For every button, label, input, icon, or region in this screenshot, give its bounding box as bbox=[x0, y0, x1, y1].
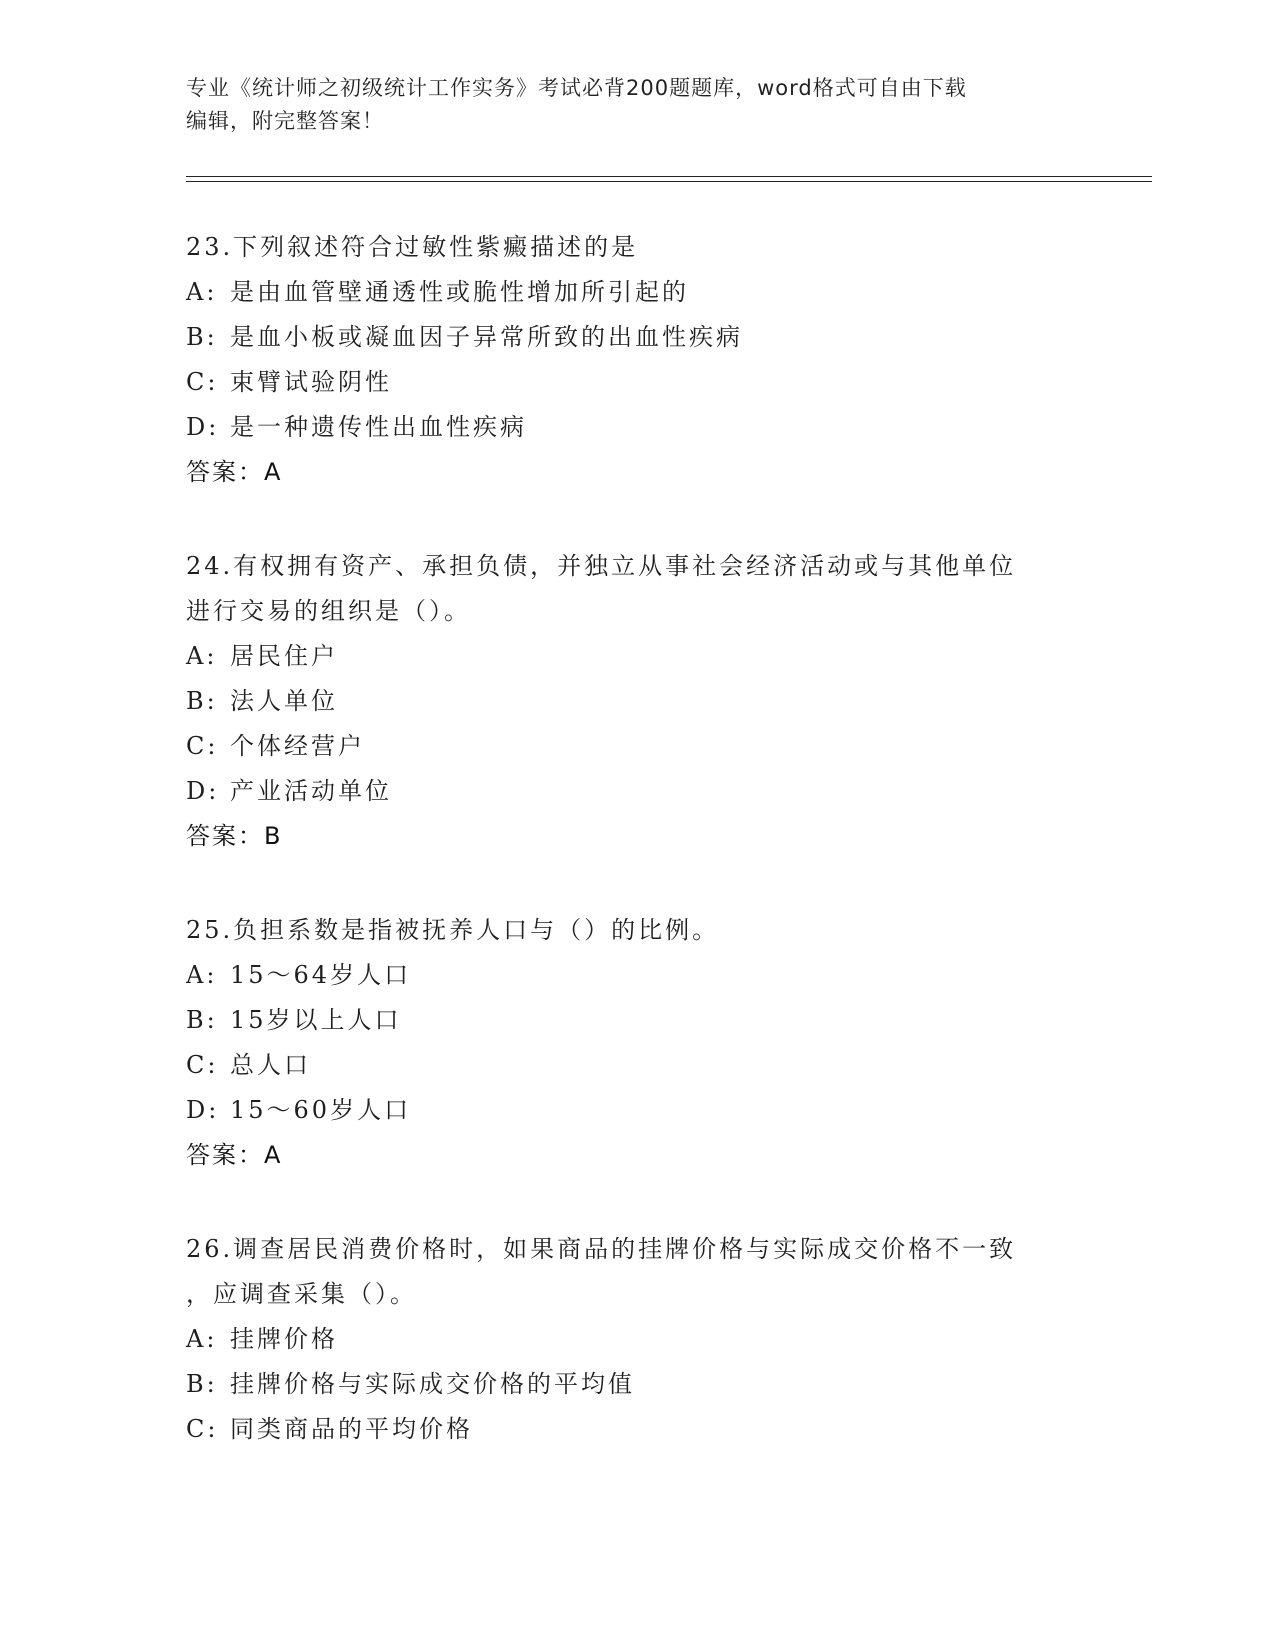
option-text: 居民住户 bbox=[230, 642, 338, 670]
option-d bbox=[186, 1088, 1086, 1133]
question-24 bbox=[186, 544, 1086, 859]
question-stem: 23.下列叙述符合过敏性紫癜描述的是 bbox=[186, 233, 639, 261]
option-letter: A: bbox=[186, 961, 218, 989]
option-text: 是血小板或凝血因子异常所致的出血性疾病 bbox=[230, 323, 743, 351]
option-letter: D: bbox=[186, 413, 220, 441]
option-letter: C: bbox=[186, 1415, 219, 1443]
option-text: 个体经营户 bbox=[230, 732, 365, 760]
answer: 答案：A bbox=[186, 458, 283, 486]
option-letter: D: bbox=[186, 1096, 220, 1124]
option-text: 15岁以上人口 bbox=[230, 1006, 402, 1034]
option-a bbox=[186, 270, 1086, 315]
option-text: 是由血管壁通透性或脆性增加所引起的 bbox=[230, 278, 689, 306]
option-letter: A: bbox=[186, 642, 218, 670]
option-letter: A: bbox=[186, 1325, 218, 1353]
header-divider-top bbox=[186, 176, 1152, 177]
question-23 bbox=[186, 225, 1086, 495]
option-letter: B: bbox=[186, 687, 218, 715]
option-text: 同类商品的平均价格 bbox=[230, 1415, 473, 1443]
option-d bbox=[186, 405, 1086, 450]
option-letter: B: bbox=[186, 323, 218, 351]
document-header bbox=[186, 72, 1066, 138]
option-text: 总人口 bbox=[230, 1051, 311, 1079]
option-letter: A: bbox=[186, 278, 218, 306]
question-25 bbox=[186, 908, 1086, 1178]
option-d bbox=[186, 769, 1086, 814]
option-b bbox=[186, 315, 1086, 360]
option-a bbox=[186, 953, 1086, 998]
option-c bbox=[186, 360, 1086, 405]
option-c bbox=[186, 1407, 1086, 1452]
option-b bbox=[186, 679, 1086, 724]
option-text: 是一种遗传性出血性疾病 bbox=[230, 413, 527, 441]
header-line-1: 专业《统计师之初级统计工作实务》考试必背200题题库，word格式可自由下载 bbox=[186, 76, 967, 100]
answer: 答案：A bbox=[186, 1141, 283, 1169]
question-stem: 25.负担系数是指被抚养人口与（）的比例。 bbox=[186, 916, 720, 944]
option-letter: D: bbox=[186, 777, 220, 805]
option-b bbox=[186, 1362, 1086, 1407]
option-letter: C: bbox=[186, 368, 219, 396]
answer: 答案：B bbox=[186, 822, 283, 850]
option-letter: C: bbox=[186, 1051, 219, 1079]
option-text: 挂牌价格与实际成交价格的平均值 bbox=[230, 1370, 635, 1398]
header-divider-bottom bbox=[186, 181, 1152, 182]
option-a bbox=[186, 634, 1086, 679]
option-text: 15～60岁人口 bbox=[230, 1096, 412, 1124]
question-stem-line-2: 进行交易的组织是（）。 bbox=[186, 597, 471, 625]
question-stem-line-1: 26.调查居民消费价格时，如果商品的挂牌价格与实际成交价格不一致 bbox=[186, 1235, 1017, 1263]
option-text: 法人单位 bbox=[230, 687, 338, 715]
option-letter: C: bbox=[186, 732, 219, 760]
option-letter: B: bbox=[186, 1370, 218, 1398]
option-text: 束臂试验阴性 bbox=[230, 368, 392, 396]
question-26 bbox=[186, 1227, 1086, 1452]
option-text: 15～64岁人口 bbox=[230, 961, 412, 989]
question-stem-line-2: ，应调查采集（）。 bbox=[186, 1280, 417, 1308]
option-letter: B: bbox=[186, 1006, 218, 1034]
option-a bbox=[186, 1317, 1086, 1362]
option-text: 挂牌价格 bbox=[230, 1325, 338, 1353]
question-stem-line-1: 24.有权拥有资产、承担负债，并独立从事社会经济活动或与其他单位 bbox=[186, 552, 1017, 580]
header-line-2: 编辑，附完整答案！ bbox=[186, 109, 384, 133]
option-c bbox=[186, 1043, 1086, 1088]
option-b bbox=[186, 998, 1086, 1043]
option-c bbox=[186, 724, 1086, 769]
option-text: 产业活动单位 bbox=[230, 777, 392, 805]
